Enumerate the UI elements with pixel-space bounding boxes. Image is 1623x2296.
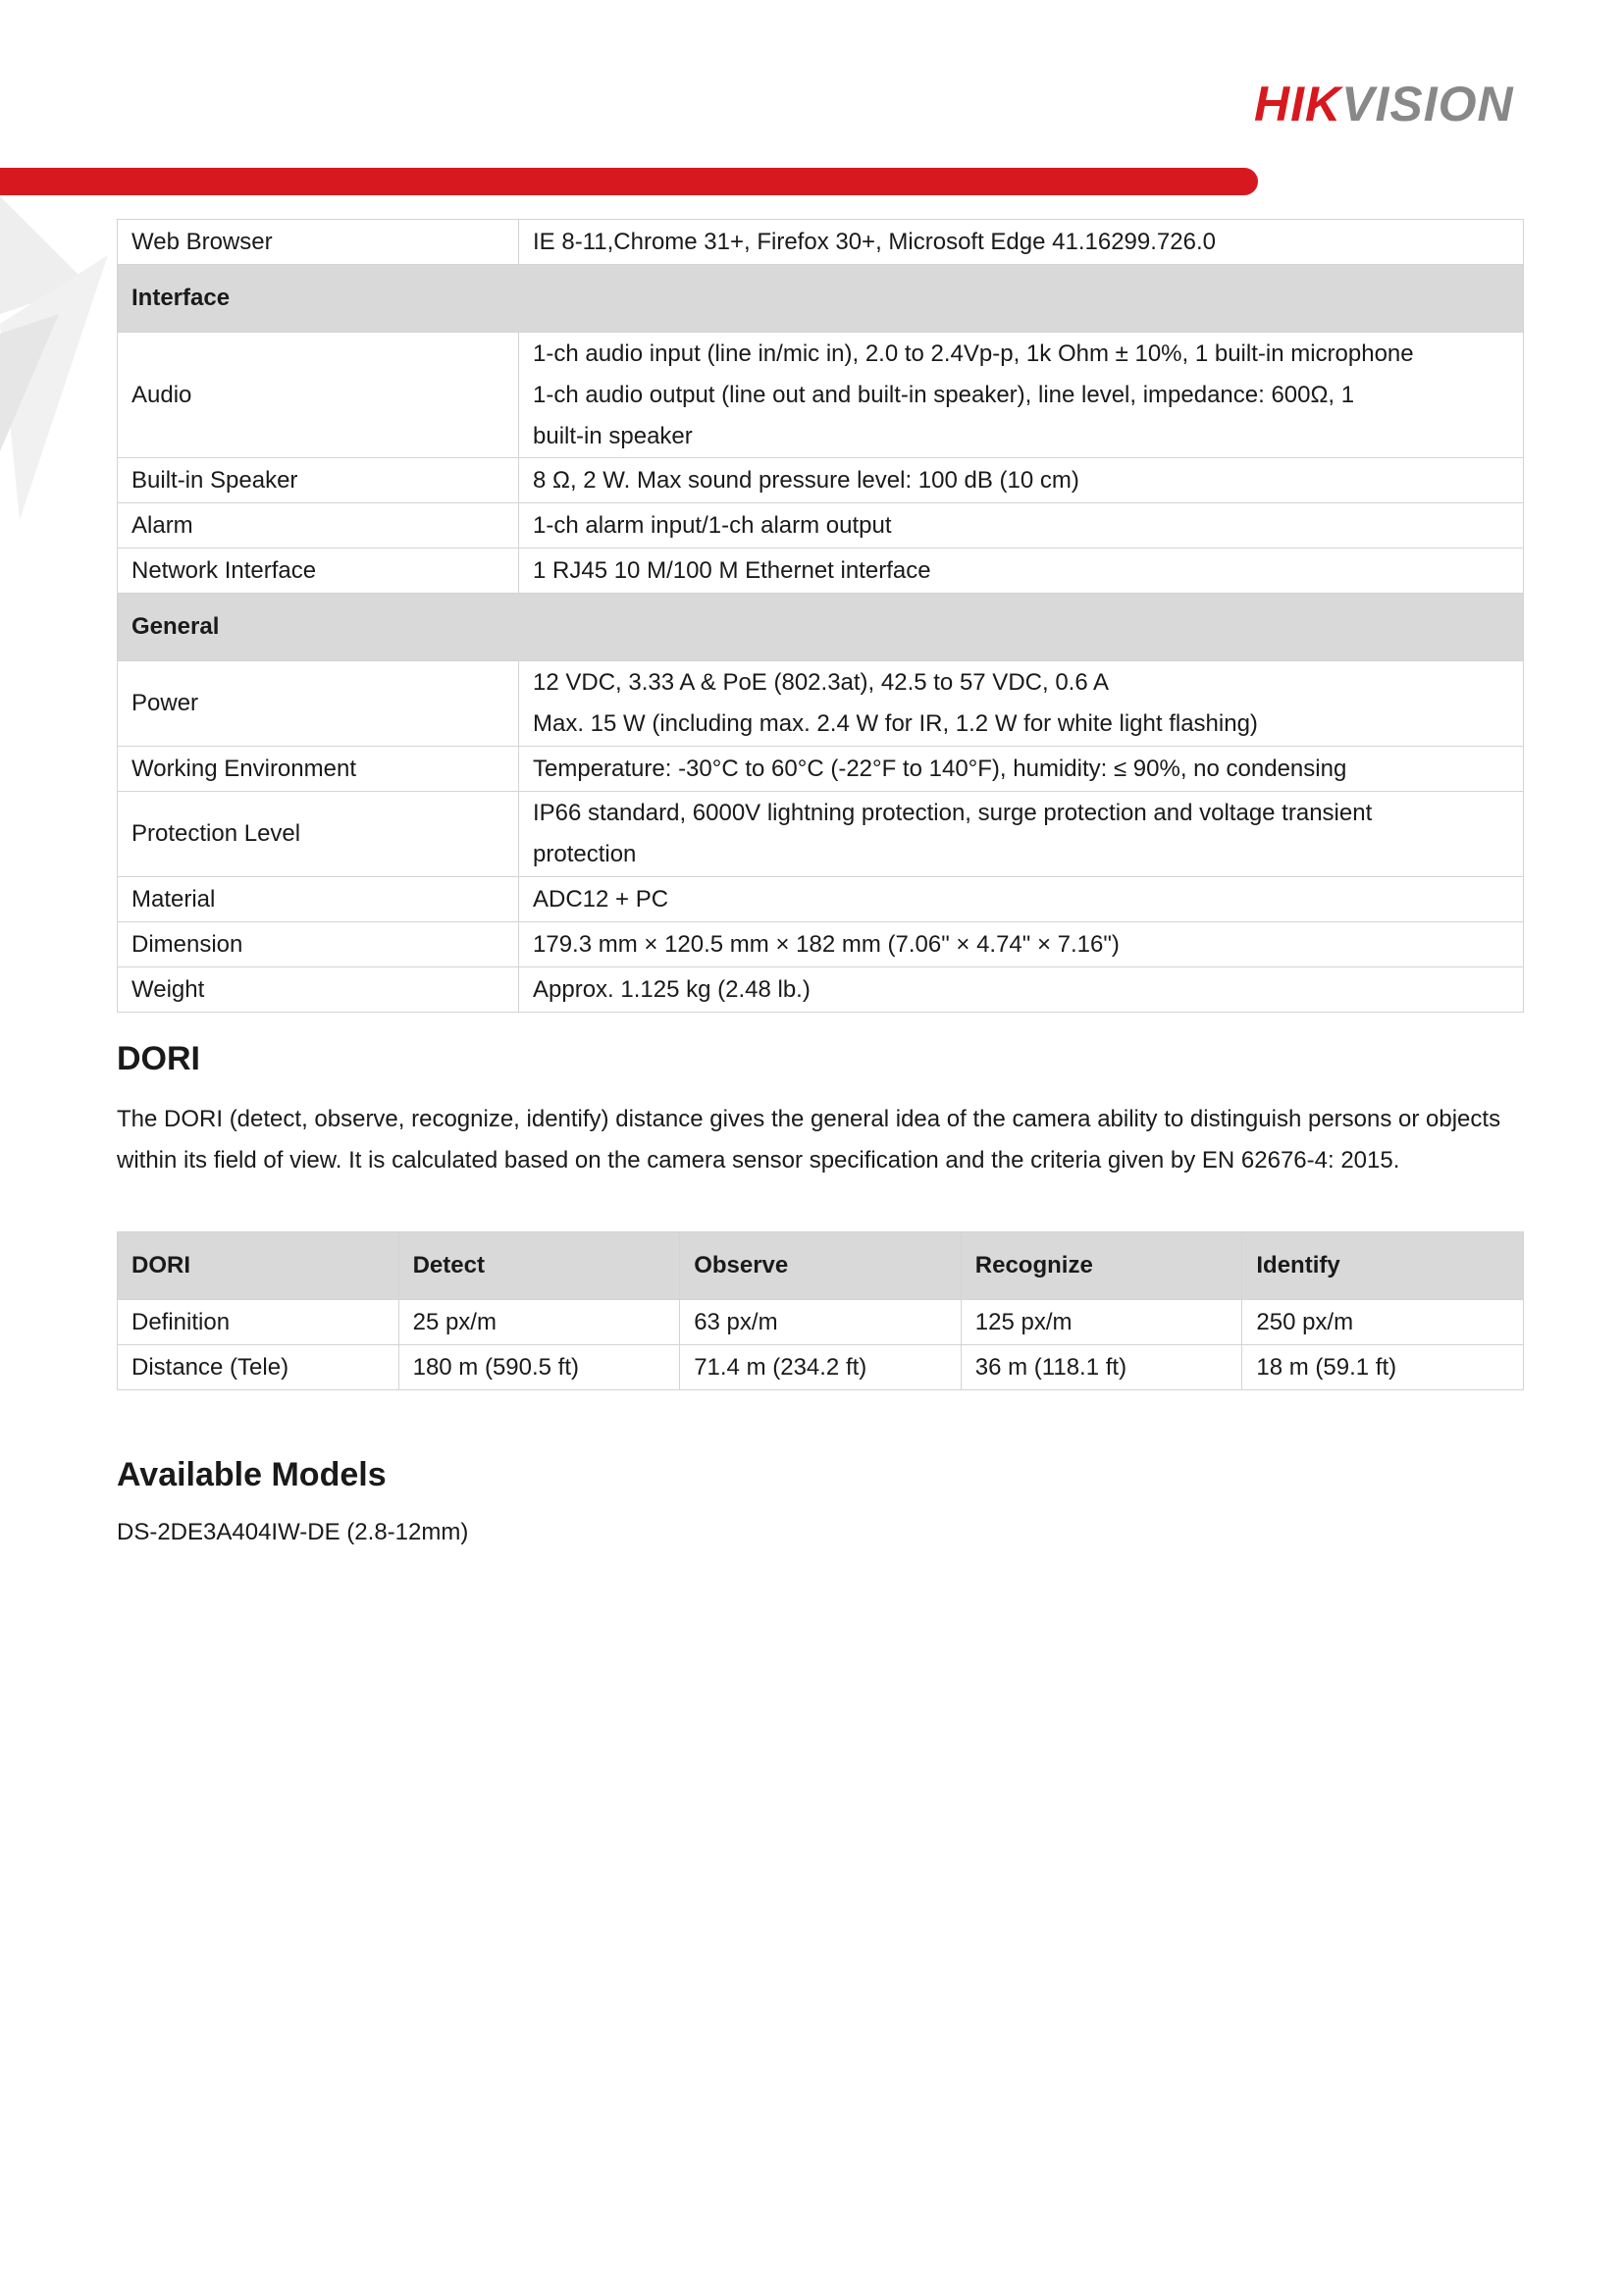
spec-key: Material — [118, 877, 519, 922]
spec-section-row — [118, 265, 1524, 333]
dori-cell: 71.4 m (234.2 ft) — [680, 1345, 962, 1390]
spec-value — [519, 503, 1524, 548]
dori-row — [118, 1345, 1524, 1390]
spec-key: Working Environment — [118, 747, 519, 792]
spec-row — [118, 747, 1524, 792]
spec-section-title: Interface — [118, 265, 1524, 333]
logo-part-hik: HIK — [1254, 77, 1342, 131]
spec-value-line: 8 Ω, 2 W. Max sound pressure level: 100 dB (10 cm) — [533, 466, 1079, 494]
spec-key: Network Interface — [118, 548, 519, 594]
spec-key: Protection Level — [118, 792, 519, 877]
spec-row — [118, 661, 1524, 747]
spec-section-title: General — [118, 594, 1524, 661]
dori-cell: Definition — [118, 1300, 399, 1345]
spec-row — [118, 458, 1524, 503]
spec-value — [519, 922, 1524, 967]
spec-key: Built-in Speaker — [118, 458, 519, 503]
spec-value — [519, 792, 1524, 877]
dori-header-cell: DORI — [118, 1232, 399, 1300]
spec-value-line: protection — [533, 841, 637, 867]
dori-cell: 18 m (59.1 ft) — [1242, 1345, 1524, 1390]
model-item: DS-2DE3A404IW-DE (2.8-12mm) — [117, 1519, 469, 1545]
spec-row — [118, 503, 1524, 548]
header-red-bar — [0, 168, 1258, 195]
dori-header-cell: Observe — [680, 1232, 962, 1300]
spec-row — [118, 792, 1524, 877]
dori-row — [118, 1300, 1524, 1345]
watermark-decoration — [0, 196, 118, 520]
spec-value — [519, 220, 1524, 265]
spec-value-line: Temperature: -30°C to 60°C (-22°F to 140°F), humidity: ≤ 90%, no condensing — [533, 755, 1347, 782]
dori-header-cell: Recognize — [961, 1232, 1242, 1300]
spec-value-line: 179.3 mm × 120.5 mm × 182 mm (7.06" × 4.74" × 7.16") — [533, 930, 1120, 958]
dori-cell: 125 px/m — [961, 1300, 1242, 1345]
spec-key: Audio — [118, 333, 519, 458]
dori-heading: DORI — [117, 1040, 200, 1077]
spec-value — [519, 548, 1524, 594]
dori-cell: 180 m (590.5 ft) — [398, 1345, 680, 1390]
spec-value-line: 1-ch alarm input/1-ch alarm output — [533, 511, 892, 539]
spec-value — [519, 333, 1524, 458]
spec-value — [519, 747, 1524, 792]
spec-value — [519, 458, 1524, 503]
spec-row — [118, 548, 1524, 594]
spec-value-line: 12 VDC, 3.33 A & PoE (802.3at), 42.5 to 57 VDC, 0.6 A — [533, 669, 1110, 696]
dori-description: The DORI (detect, observe, recognize, identify) distance gives the general idea of the camera ability to distinguish persons or objects within its field of view. It is calculated based on the camera sensor specification and the criteria given by EN 62676-4: 2015. — [117, 1106, 1501, 1174]
spec-section-row — [118, 594, 1524, 661]
spec-value — [519, 661, 1524, 747]
spec-value-line: Approx. 1.125 kg (2.48 lb.) — [533, 975, 811, 1003]
spec-row — [118, 967, 1524, 1013]
logo-part-vision: VISION — [1341, 77, 1514, 131]
available-models-heading: Available Models — [117, 1456, 387, 1493]
spec-value-line: Max. 15 W (including max. 2.4 W for IR, 1.2 W for white light flashing) — [533, 710, 1258, 737]
dori-header-row — [118, 1232, 1524, 1300]
spec-row — [118, 333, 1524, 458]
spec-value — [519, 967, 1524, 1013]
dori-header-cell: Identify — [1242, 1232, 1524, 1300]
spec-value-line: 1-ch audio input (line in/mic in), 2.0 to 2.4Vp-p, 1k Ohm ± 10%, 1 built-in microphone — [533, 339, 1414, 367]
dori-cell: 25 px/m — [398, 1300, 680, 1345]
dori-header-cell: Detect — [398, 1232, 680, 1300]
dori-cell: 63 px/m — [680, 1300, 962, 1345]
spec-row — [118, 922, 1524, 967]
spec-value — [519, 877, 1524, 922]
spec-value-line: ADC12 + PC — [533, 885, 669, 913]
spec-value-line: 1-ch audio output (line out and built-in speaker), line level, impedance: 600Ω, 1 — [533, 381, 1355, 408]
spec-key: Weight — [118, 967, 519, 1013]
spec-value-line: built-in speaker — [533, 422, 693, 449]
spec-value-line: IP66 standard, 6000V lightning protection, surge protection and voltage transient — [533, 800, 1373, 826]
dori-cell: 250 px/m — [1242, 1300, 1524, 1345]
spec-key: Dimension — [118, 922, 519, 967]
spec-value-line: 1 RJ45 10 M/100 M Ethernet interface — [533, 556, 931, 584]
spec-row — [118, 220, 1524, 265]
spec-key: Web Browser — [118, 220, 519, 265]
spec-key: Alarm — [118, 503, 519, 548]
spec-key: Power — [118, 661, 519, 747]
spec-table — [117, 219, 1524, 1013]
dori-cell: 36 m (118.1 ft) — [961, 1345, 1242, 1390]
hikvision-logo — [1254, 75, 1558, 133]
dori-cell: Distance (Tele) — [118, 1345, 399, 1390]
spec-value-line: IE 8-11,Chrome 31+, Firefox 30+, Microsoft Edge 41.16299.726.0 — [533, 228, 1216, 255]
dori-table — [117, 1231, 1524, 1390]
spec-row — [118, 877, 1524, 922]
